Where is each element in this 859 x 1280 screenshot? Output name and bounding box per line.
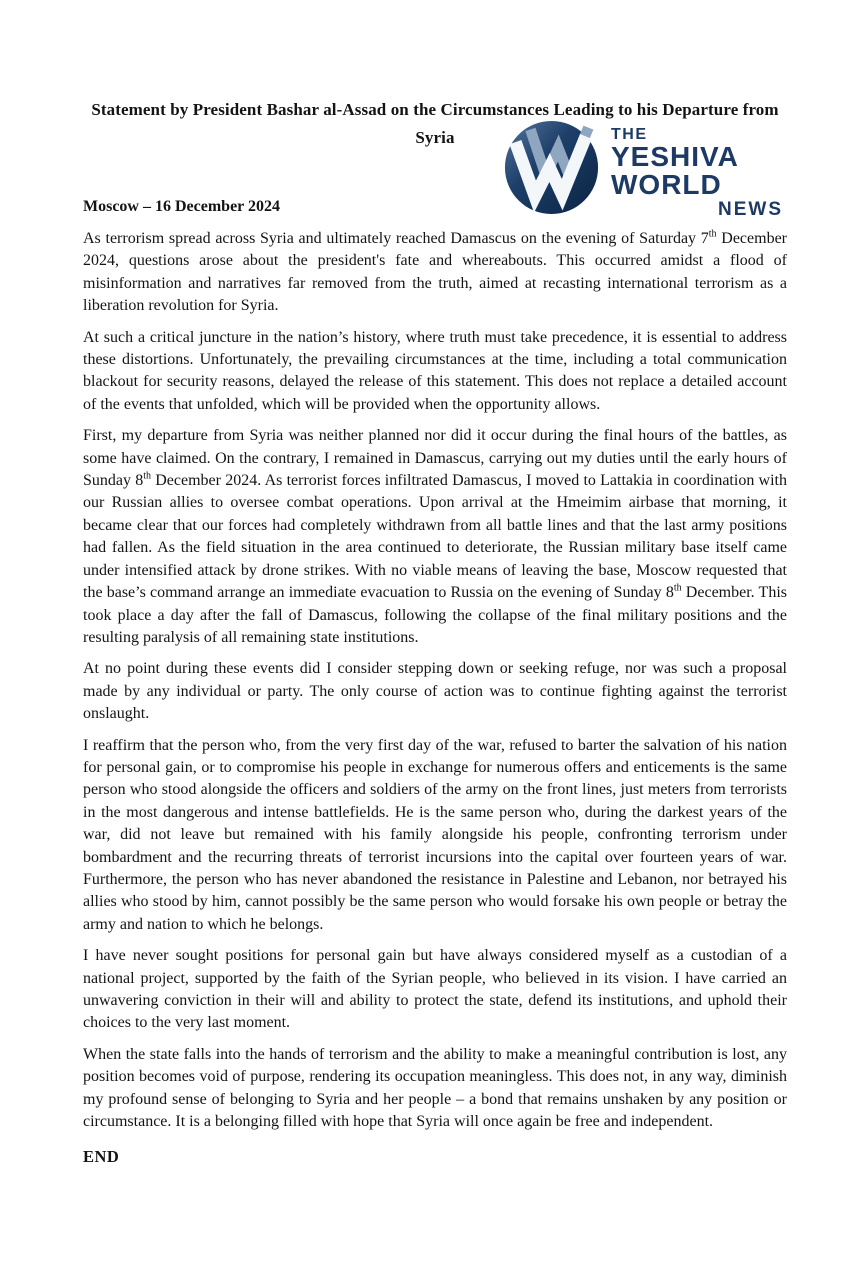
page-title-line-1: Statement by President Bashar al-Assad on the Circumstances Leading to his Departure from — [91, 100, 779, 119]
paragraphs — [83, 228, 787, 1133]
logo-word-world: WORLD — [611, 169, 722, 200]
page-title-line-2: Syria — [415, 128, 455, 147]
logo-word-the: THE — [611, 126, 648, 143]
statement-body — [0, 96, 859, 1167]
globe-w-monogram-icon — [503, 119, 600, 216]
paragraph: At such a critical juncture in the nation’s history, where truth must take precedence, it is essential to address these distortions. Unfortunately, the prevailing circumstances at the time, including a total communication blackout for security reasons, delayed the release of this statement. This does not replace a detailed account of the events that unfolded, which will be provided when the opportunity allows. — [83, 328, 787, 413]
paragraph: First, my departure from Syria was neither planned nor did it occur during the final hours of the battles, as some have claimed. On the contrary, I remained in Damascus, carrying out my duties until the early hours of Sunday 8th December 2024. As terrorist forces infiltrated Damascus, I moved to Lattakia in coordination with our Russian allies to oversee combat operations. Upon arrival at the Hmeimim airbase that morning, it became clear that our forces had completely withdrawn from all battle lines and that the last army positions had fallen. As the field situation in the area continued to deteriorate, the Russian military base itself came under intensified attack by drone strikes. With no viable means of leaving the base, Moscow requested that the base’s command arrange an immediate evacuation to Russia on the evening of Sunday 8th December. This took place a day after the fall of Damascus, following the collapse of the final military positions and the resulting paralysis of all remaining state institutions. — [83, 427, 787, 646]
paragraph: As terrorism spread across Syria and ultimately reached Damascus on the evening of Saturday 7th December 2024, questions arose about the president's fate and whereabouts. This occurred amidst a flood of misinformation and narratives far removed from the truth, aimed at recasting international terrorism as a liberation revolution for Syria. — [83, 228, 788, 315]
logo-word-yeshiva: YESHIVA — [611, 141, 739, 172]
logo-word-news: NEWS — [718, 199, 783, 220]
paragraph: At no point during these events did I consider stepping down or seeking refuge, nor was such a proposal made by any individual or party. The only course of action was to continue fighting against the terrorist onslaught. — [83, 660, 787, 723]
dateline: Moscow – 16 December 2024 — [83, 198, 280, 215]
paragraph: When the state falls into the hands of terrorism and the ability to make a meaningful contribution is lost, any position becomes void of purpose, rendering its occupation meaningless. This does not, in any way, diminish my profound sense of belonging to Syria and her people – a bond that remains unshaken by any position or circumstance. It is a belonging filled with hope that Syria will once again be free and independent. — [83, 1045, 787, 1131]
yeshiva-world-news-logo — [503, 119, 783, 221]
logo-wordmark — [611, 119, 783, 221]
end-marker: END — [83, 1147, 120, 1167]
paragraph: I have never sought positions for personal gain but have always considered myself as a custodian of a national project, supported by the faith of the Syrian people, who believed in its vision. I have carried an unwavering conviction in their will and ability to protect the state, defend its institutions, and uphold their choices to the very last moment. — [83, 947, 787, 1032]
paragraph: I reaffirm that the person who, from the very first day of the war, refused to barter the salvation of his nation for personal gain, or to compromise his people in exchange for numerous offers and enticements is the same person who stood alongside the officers and soldiers of the army on the front lines, just meters from terrorists in the most dangerous and intense battlefields. He is the same person who, during the darkest years of the war, did not leave but remained with his family alongside his people, confronting terrorism under bombardment and the recurring threats of terrorist incursions into the capital over fourteen years of war. Furthermore, the person who has never abandoned the resistance in Palestine and Lebanon, nor betrayed his allies who stood by him, cannot possibly be the same person who would forsake his own people or betray the army and nation to which he belongs. — [83, 736, 787, 933]
